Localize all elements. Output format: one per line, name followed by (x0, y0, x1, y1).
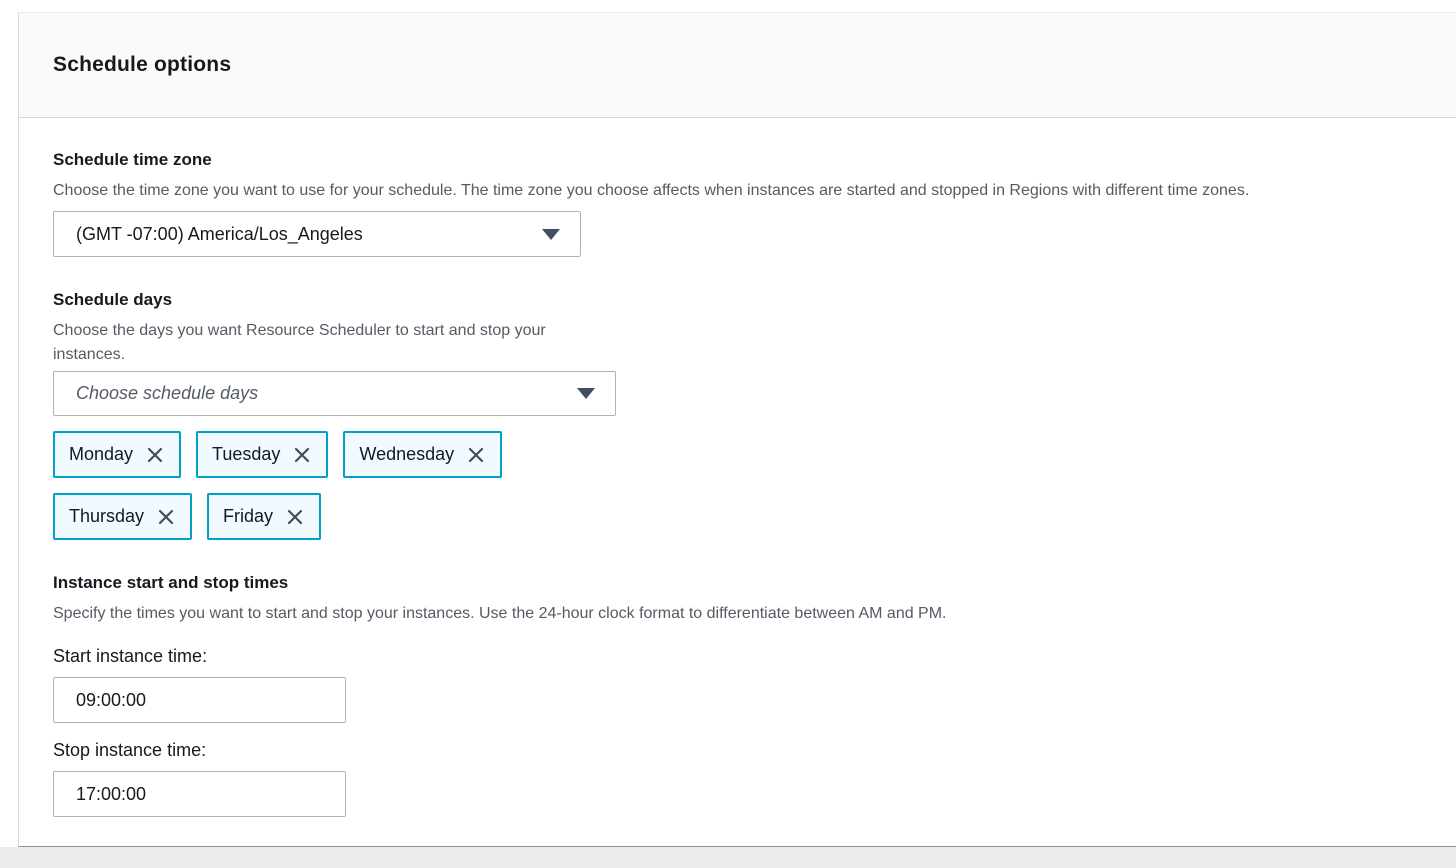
close-icon (292, 445, 312, 465)
timezone-heading: Schedule time zone (53, 150, 212, 169)
schedule-options-card (18, 12, 1456, 847)
close-icon (145, 445, 165, 465)
stop-time-input[interactable] (53, 771, 346, 817)
day-token (53, 493, 192, 540)
day-token (196, 431, 328, 478)
close-icon (466, 445, 486, 465)
stop-time-label: Stop instance time: (53, 740, 207, 760)
remove-day-button[interactable] (285, 507, 305, 527)
close-icon (285, 507, 305, 527)
day-token-label: Tuesday (212, 444, 281, 464)
times-heading: Instance start and stop times (53, 573, 289, 592)
day-token (53, 431, 181, 478)
remove-day-button[interactable] (156, 507, 176, 527)
day-token-label: Monday (69, 444, 134, 464)
chevron-down-icon (542, 229, 560, 240)
schedule-days-heading: Schedule days (53, 290, 173, 309)
remove-day-button[interactable] (145, 445, 165, 465)
timezone-selected-value: (GMT -07:00) America/Los_Angeles (76, 223, 363, 244)
chevron-down-icon (577, 388, 595, 399)
page-bottom-background (0, 847, 1456, 868)
selected-days-tokens (53, 431, 598, 540)
day-token-label: Friday (223, 506, 274, 526)
timezone-section (53, 149, 1434, 257)
card-header (19, 13, 1456, 118)
schedule-days-section (53, 289, 1434, 540)
times-description: Specify the times you want to start and stop your instances. Use the 24-hour clock format to differentiate between AM and PM. (53, 605, 947, 622)
remove-day-button[interactable] (292, 445, 312, 465)
close-icon (156, 507, 176, 527)
start-time-input[interactable] (53, 677, 346, 723)
schedule-days-select[interactable] (53, 371, 616, 416)
card-body (19, 118, 1456, 817)
timezone-description: Choose the time zone you want to use for your schedule. The time zone you choose affects when instances are started and stopped in Regions with different time zones. (53, 182, 1250, 199)
day-token (207, 493, 321, 540)
day-token (343, 431, 502, 478)
remove-day-button[interactable] (466, 445, 486, 465)
schedule-days-description: Choose the days you want Resource Scheduler to start and stop your instances. (53, 322, 546, 363)
schedule-days-placeholder: Choose schedule days (76, 383, 259, 403)
day-token-label: Wednesday (359, 444, 455, 464)
day-token-label: Thursday (69, 506, 145, 526)
times-section (53, 572, 1434, 817)
start-time-label: Start instance time: (53, 646, 208, 666)
page-title: Schedule options (53, 53, 232, 76)
timezone-select[interactable] (53, 211, 581, 257)
